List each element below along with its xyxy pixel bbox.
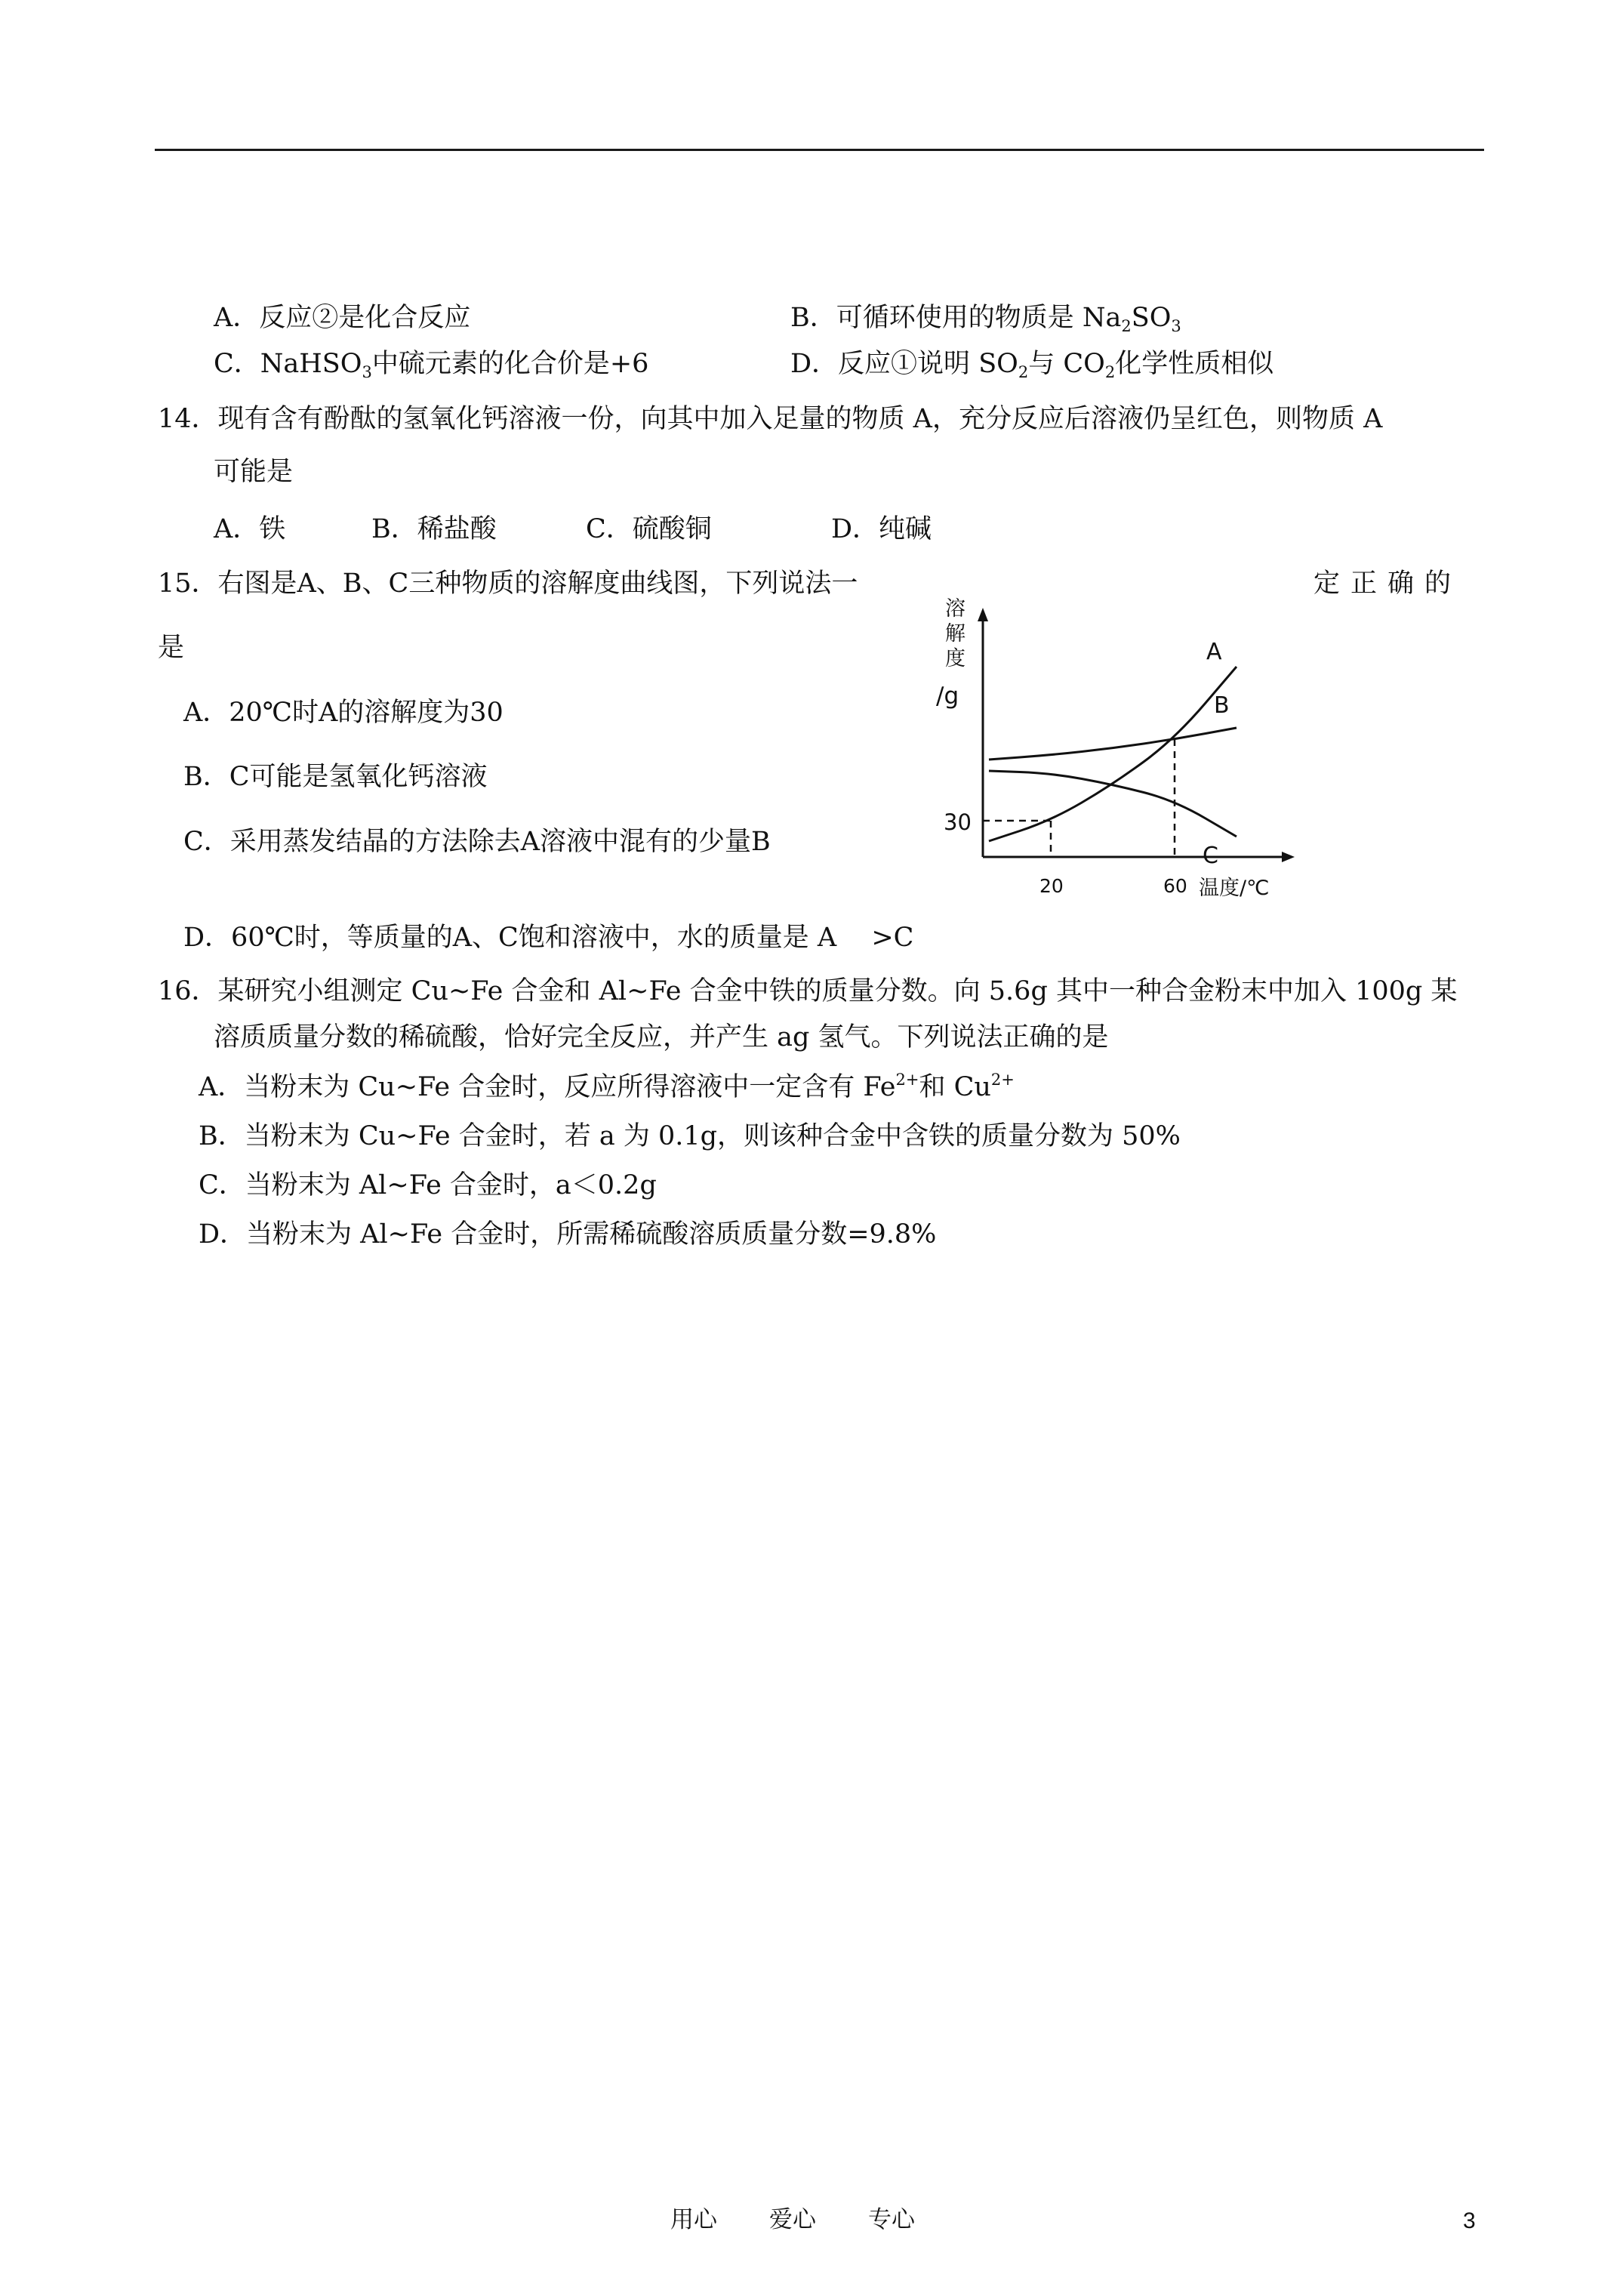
q13-option-b: B．可循环使用的物质是 $Na_2SO_3$	[790, 303, 1181, 335]
q13-option-d: D．反应①说明 $SO_2$与 $CO_2$化学性质相似	[790, 349, 1274, 381]
chart-ylabel	[936, 597, 965, 710]
q16-stem-line1: 16．某研究小组测定 Cu~Fe 合金和 Al~Fe 合金中铁的质量分数。向 5.6g 其中一种合金粉末中加入 100g 某	[158, 976, 1458, 1006]
q16-stem-line2: 溶质质量分数的稀硫酸，恰好完全反应，并产生 ag 氢气。下列说法正确的是	[214, 1022, 1109, 1052]
q14-option-a: A．铁	[214, 514, 286, 544]
curve-b	[989, 728, 1236, 760]
xlabel: 温度/℃	[1199, 877, 1270, 900]
q16-option-b: B．当粉末为 Cu~Fe 合金时，若 a 为 0.1g，则该种合金中含铁的质量分数为 50%	[199, 1121, 1181, 1151]
q14-stem-line1: 14．现有含有酚酞的氢氧化钙溶液一份，向其中加入足量的物质 A，充分反应后溶液仍呈红色，则物质 A	[158, 404, 1383, 434]
q13-option-a: A．反应②是化合反应	[214, 303, 471, 333]
q15-option-d: D．60℃时，等质量的A、C饱和溶液中，水的质量是 A >C	[183, 923, 914, 953]
q13-option-c: C．NaHSO$_3$中硫元素的化合价是+6	[214, 349, 649, 381]
ylabel-char-1: 溶	[945, 597, 965, 621]
x-tick-20: 20	[1039, 875, 1064, 897]
q15-option-b: B．C可能是氢氧化钙溶液	[183, 762, 488, 792]
chart-axes	[978, 608, 1295, 862]
footer-slogan-1: 用心	[670, 2206, 717, 2233]
header-rule	[155, 149, 1484, 151]
q15-stem-line1: 15．右图是A、B、C三种物质的溶解度曲线图，下列说法一	[158, 569, 858, 599]
q14-option-b: B．稀盐酸	[371, 514, 497, 544]
page-number: 3	[1463, 2208, 1476, 2233]
curve-c	[989, 771, 1236, 837]
q15-stem-line1-end: 定正确的	[1313, 569, 1462, 599]
ylabel-char-3: 度	[945, 647, 965, 670]
q14-option-d: D．纯碱	[831, 514, 932, 544]
series-label-b: B	[1214, 692, 1230, 719]
q16-option-d: D．当粉末为 Al~Fe 合金时，所需稀硫酸溶质质量分数=9.8%	[199, 1219, 937, 1250]
x-tick-60: 60	[1163, 875, 1187, 897]
footer-slogan-3: 专心	[868, 2206, 915, 2233]
q15-option-c: C．采用蒸发结晶的方法除去A溶液中混有的少量B	[183, 827, 771, 857]
chart-plot-area	[944, 639, 1236, 897]
ylabel-char-2: 解	[945, 622, 965, 646]
series-label-a: A	[1206, 639, 1222, 665]
q15-option-a: A．20℃时A的溶解度为30	[183, 698, 504, 728]
ylabel-char-4: /g	[936, 683, 959, 710]
q15-stem-line2: 是	[158, 633, 185, 663]
solubility-chart	[929, 589, 1321, 914]
footer-slogan-2: 爱心	[769, 2206, 816, 2233]
q16-option-a: A．当粉末为 Cu~Fe 合金时，反应所得溶液中一定含有 $Fe^{2+}$和 $Cu^{2+}$	[199, 1071, 1015, 1102]
y-tick-30: 30	[944, 809, 972, 835]
q14-stem-line2: 可能是	[214, 457, 294, 487]
series-label-c: C	[1203, 843, 1218, 869]
q16-option-c: C．当粉末为 Al~Fe 合金时，a＜0.2g	[199, 1170, 657, 1200]
q14-option-c: C．硫酸铜	[586, 514, 712, 544]
